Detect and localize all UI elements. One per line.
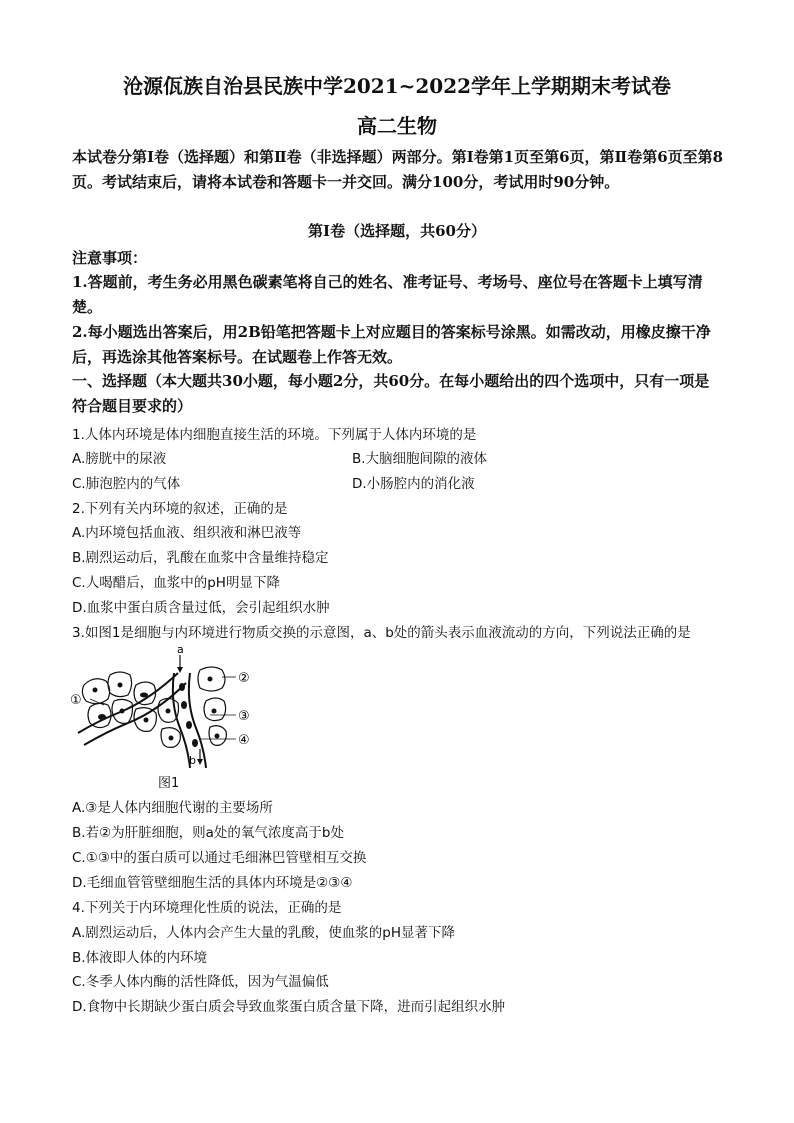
label-a: a <box>177 645 184 656</box>
label-b: b <box>189 754 196 767</box>
notes-heading: 注意事项： <box>72 249 148 267</box>
arrow-b-head <box>197 759 203 765</box>
q3-option-d: D.毛细血管管壁细胞生活的具体内环境是②③④ <box>72 875 353 891</box>
figure-1-caption: 图1 <box>158 776 180 791</box>
intro-paragraph: 本试卷分第Ⅰ卷（选择题）和第Ⅱ卷（非选择题）两部分。第Ⅰ卷第1页至第6页，第Ⅱ卷第6页至第8页。考试结束后，请将本试卷和答题卡一并交回。满分100分，考试用时90分钟。 <box>72 148 724 191</box>
cell-nucleus <box>169 736 174 741</box>
note-1: 1.答题前，考生务必用黑色碳素笔将自己的姓名、准考证号、考场号、座位号在答题卡上填写清楚。 <box>72 273 703 316</box>
q4-stem: 4.下列关于内环境理化性质的说法，正确的是 <box>72 900 342 916</box>
part1-heading: 第Ⅰ卷（选择题，共60分） <box>308 222 486 240</box>
q1-option-c: C.肺泡腔内的气体 <box>72 476 181 492</box>
cell-nucleus <box>212 709 217 714</box>
q4-option-a: A.剧烈运动后，人体内会产生大量的乳酸，使血浆的pH显著下降 <box>72 925 456 941</box>
figure-1-diagram <box>70 645 270 770</box>
cell-nucleus <box>144 718 149 723</box>
q4-option-d: D.食物中长期缺少蛋白质会导致血浆蛋白质含量下降，进而引起组织水肿 <box>72 999 506 1015</box>
label-3: ③ <box>238 709 250 724</box>
q1-option-b: B.大脑细胞间隙的液体 <box>352 451 488 467</box>
q4-option-b: B.体液即人体的内环境 <box>72 950 208 966</box>
cell-nucleus <box>93 688 98 693</box>
exam-subtitle: 高二生物 <box>357 114 437 138</box>
note-2: 2.每小题选出答案后，用2B铅笔把答题卡上对应题目的答案标号涂黑。如需改动，用橡皮擦干净后，再选涂其他答案标号。在试题卷上作答无效。 <box>72 323 711 366</box>
cell-nucleus <box>215 734 220 739</box>
blood-cell <box>179 683 185 691</box>
exam-title: 沧源佤族自治县民族中学2021~2022学年上学期期末考试卷 <box>122 74 672 98</box>
q1-option-d: D.小肠腔内的消化液 <box>352 476 475 492</box>
q2-option-c: C.人喝醋后，血浆中的pH明显下降 <box>72 575 280 591</box>
arrow-a-head <box>177 667 183 673</box>
blood-cell <box>186 721 192 729</box>
cell-nucleus <box>118 683 123 688</box>
label-2: ② <box>238 671 250 686</box>
q3-option-c: C.①③中的蛋白质可以通过毛细淋巴管壁相互交换 <box>72 850 367 866</box>
q3-option-b: B.若②为肝脏细胞，则a处的氧气浓度高于b处 <box>72 825 344 841</box>
q1-option-a: A.膀胱中的尿液 <box>72 451 167 467</box>
label-1: ① <box>70 693 82 708</box>
label-4: ④ <box>238 733 250 748</box>
q4-option-c: C.冬季人体内酶的活性降低，因为气温偏低 <box>72 974 329 990</box>
section1-heading: 一、选择题（本大题共30小题，每小题2分，共60分。在每小题给出的四个选项中，只有一项是符合题目要求的） <box>72 372 710 415</box>
blood-cell <box>181 701 187 709</box>
q1-stem: 1.人体内环境是体内细胞直接生活的环境。下列属于人体内环境的是 <box>72 427 477 443</box>
blood-cell <box>192 739 198 747</box>
q2-option-a: A.内环境包括血液、组织液和淋巴液等 <box>72 525 302 541</box>
cell-nucleus <box>166 709 171 714</box>
cell-nucleus <box>208 677 213 682</box>
q2-option-d: D.血浆中蛋白质含量过低，会引起组织水肿 <box>72 600 330 616</box>
q3-stem: 3.如图1是细胞与内环境进行物质交换的示意图，a、b处的箭头表示血液流动的方向，下列说法正确的是 <box>72 625 691 641</box>
q2-stem: 2.下列有关内环境的叙述，正确的是 <box>72 501 288 517</box>
q3-option-a: A.③是人体内细胞代谢的主要场所 <box>72 800 273 816</box>
q2-option-b: B.剧烈运动后，乳酸在血浆中含量维持稳定 <box>72 550 329 566</box>
